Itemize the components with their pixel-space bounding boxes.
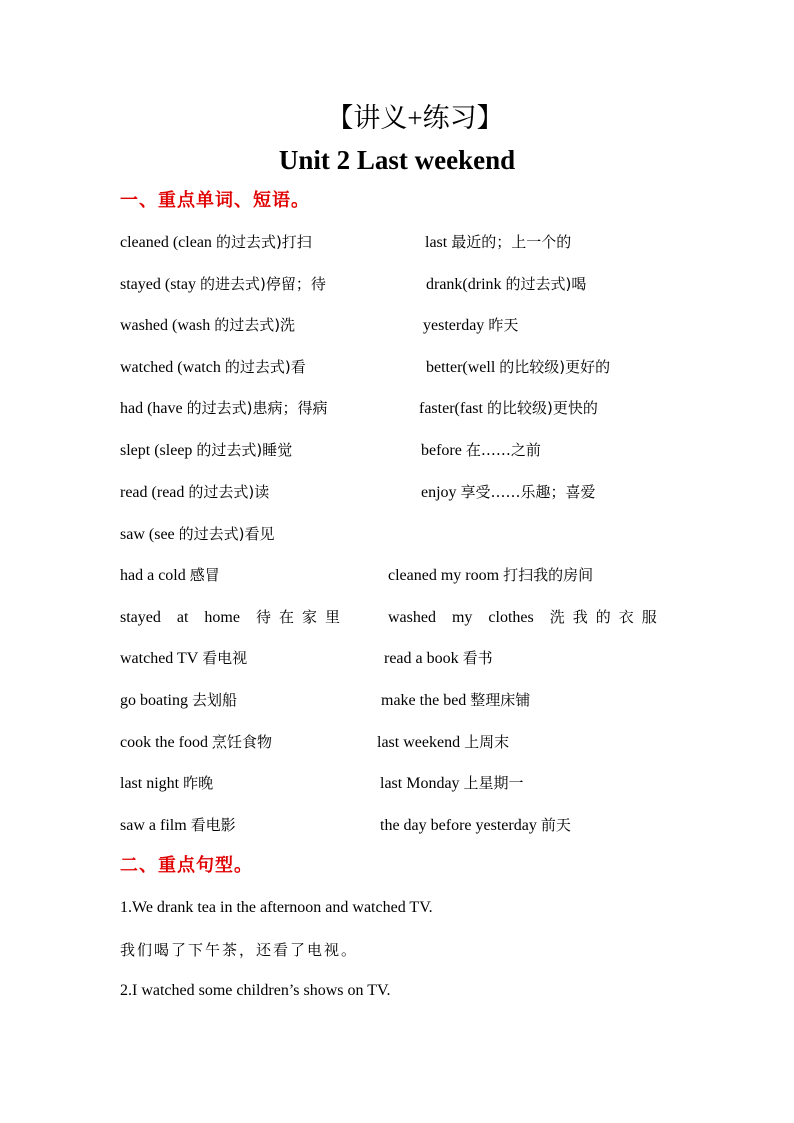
key-sentence: 2.I watched some children’s shows on TV. [120, 982, 391, 999]
section-heading-sentences: 二、重点句型。 [120, 855, 253, 876]
key-sentence: 1.We drank tea in the afternoon and watched TV. [120, 899, 433, 916]
document-subtitle: 【讲义+练习】 [326, 103, 504, 133]
section-heading-vocabulary: 一、重点单词、短语。 [120, 190, 310, 211]
key-sentence-translation: 我们喝了下午茶，还看了电视。 [120, 941, 359, 959]
document-title: Unit 2 Last weekend [278, 145, 516, 175]
document-page: 【讲义+练习】 Unit 2 Last weekend 一、重点单词、短语。 cleaned (clean 的过去式)打扫 last 最近的；上一个的 stayed (stay 的进去式)停留；待 drank(drink 的过去式)喝 washed (wash 的过去式)洗 yesterday 昨天 watched (watch 的过去式)看 better(well 的比较级)更好的 had (have 的过去式)患病；得病 faster(fast 的比较级)更快的 slept (sleep 的过去式)睡觉 before 在……之前 read (read 的过去式)读 enjoy 享受……乐趣；喜爱 saw (see 的过去式)看见 had a cold 感冒 cleaned my room 打扫我的房间 stayed at home 待在家里 washed my clothes 洗我的衣服 watched TV 看电视 read a book 看书 go boating 去划船 make the bed 整理床铺 cook the food 烹饪食物 last weekend 上周末 last night 昨晚 last Monday 上星期一 saw a film 看电影 the day before yesterday 前天 二、重点句型。 1.We drank tea in the afternoon and watched TV. 我们喝了下午茶，还看了电视。 2.I watched some children’s shows on TV. [0, 0, 794, 1123]
